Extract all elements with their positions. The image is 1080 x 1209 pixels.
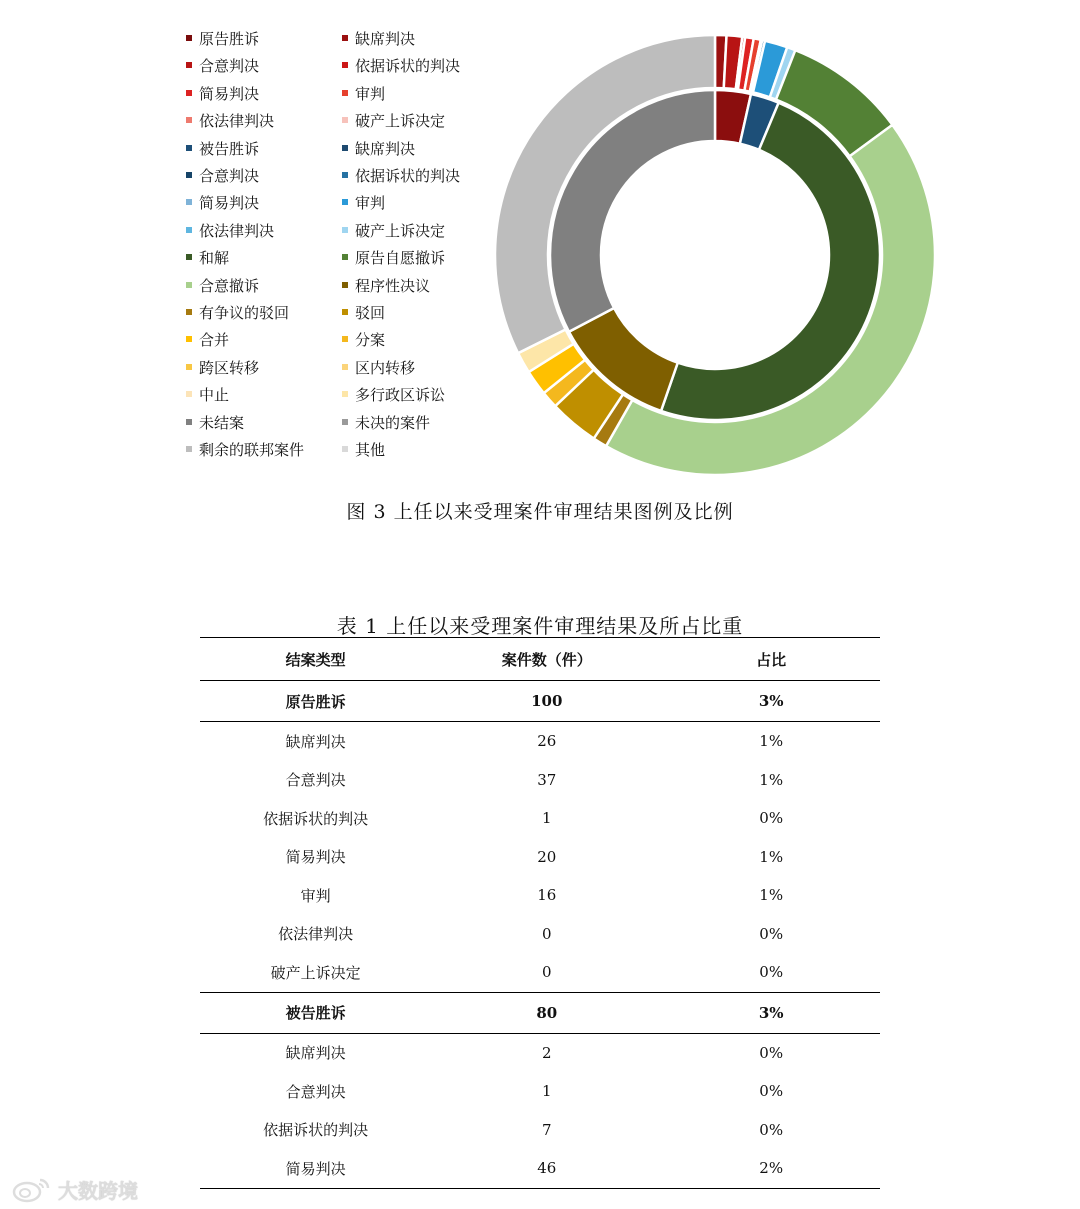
legend-item: [186, 357, 259, 379]
table-caption: 表 1 上任以来受理案件审理结果及所占比重: [336, 614, 744, 638]
legend-label: 简易判决: [199, 84, 260, 103]
header-case-type: 结案类型: [200, 638, 431, 681]
legend-item: [342, 439, 385, 461]
cell-case-type: 依据诉状的判决: [263, 1121, 369, 1140]
cell-share: 0%: [759, 1043, 784, 1062]
cell-share: 3%: [662, 681, 880, 722]
table-row: [200, 838, 880, 877]
legend-label: 其他: [355, 441, 386, 459]
legend-swatch: [342, 446, 348, 452]
figure-caption: 图 3 上任以来受理案件审理结果图例及比例: [346, 501, 734, 523]
cell-case-type: 依法律判决: [278, 925, 354, 944]
table-row: [200, 915, 880, 954]
legend-label: 剩余的联邦案件: [199, 441, 305, 459]
legend-item: [342, 357, 415, 379]
legend-item: [186, 302, 289, 324]
legend-swatch: [342, 282, 348, 288]
cell-case-type: 缺席判决: [285, 732, 346, 751]
legend-item: [186, 412, 244, 434]
cell-case-type: 破产上诉决定: [270, 963, 361, 982]
legend-item: [342, 165, 460, 187]
cell-case-count: 1: [542, 1082, 552, 1101]
legend-item: [342, 192, 385, 214]
legend-label: 缺席判决: [355, 30, 416, 48]
legend-swatch: [342, 364, 348, 370]
legend-swatch: [186, 117, 192, 123]
legend-swatch: [342, 336, 348, 342]
legend-item: [342, 83, 385, 105]
cell-share: 0%: [759, 1120, 784, 1139]
legend-label: 缺席判决: [355, 139, 416, 158]
legend-item: [342, 220, 445, 242]
legend-swatch: [186, 35, 192, 41]
legend-item: [186, 220, 274, 242]
table-row: [200, 761, 880, 800]
legend-item: [186, 384, 229, 406]
legend-swatch: [342, 254, 348, 260]
legend-label: 被告胜诉: [199, 139, 260, 158]
legend-swatch: [342, 199, 348, 205]
cell-case-count: 1: [542, 809, 552, 828]
legend-item: [342, 275, 430, 297]
legend-item: [342, 412, 430, 434]
legend-label: 程序性决议: [355, 276, 431, 295]
cell-case-count: 20: [537, 847, 557, 866]
legend-swatch: [186, 145, 192, 151]
legend-label: 合意判决: [199, 167, 260, 185]
legend-label: 依据诉状的判决: [355, 167, 461, 185]
legend-item: [342, 302, 385, 324]
cell-share: 1%: [759, 732, 784, 751]
legend-swatch: [342, 172, 348, 178]
legend-label: 依法律判决: [199, 112, 275, 131]
legend-item: [186, 28, 259, 50]
legend-label: 未决的案件: [355, 413, 431, 432]
legend-swatch: [186, 282, 192, 288]
table-header-row: [200, 638, 880, 681]
cell-case-count: 7: [542, 1120, 552, 1139]
cell-case-count: 37: [537, 770, 557, 789]
weibo-logo-icon: [10, 1174, 52, 1204]
table-group-row: [200, 992, 880, 1033]
table-group-row: [200, 681, 880, 722]
cell-case-count: 80: [431, 992, 662, 1033]
legend-label: 驳回: [355, 304, 386, 322]
legend-label: 破产上诉决定: [355, 221, 446, 240]
cell-case-count: 46: [431, 1149, 662, 1188]
legend-swatch: [186, 227, 192, 233]
cell-case-count: 100: [431, 681, 662, 722]
legend-item: [186, 329, 229, 351]
legend-swatch: [186, 391, 192, 397]
legend-swatch: [342, 309, 348, 315]
legend-item: [342, 28, 415, 50]
legend-label: 有争议的驳回: [199, 304, 290, 322]
cell-share: 0%: [759, 924, 784, 943]
legend-swatch: [186, 254, 192, 260]
cell-case-type: 合意判决: [285, 771, 346, 790]
watermark-text: 大数跨境: [58, 1178, 138, 1203]
legend-item: [342, 247, 445, 269]
legend-item: [342, 384, 445, 406]
legend-label: 原告自愿撤诉: [355, 249, 446, 268]
cell-case-count: 0: [542, 963, 552, 982]
legend-item: [186, 83, 259, 105]
legend-item: [186, 439, 304, 461]
legend-label: 合并: [199, 331, 230, 350]
results-table: [200, 637, 880, 1189]
legend-label: 分案: [355, 331, 386, 350]
legend-swatch: [342, 391, 348, 397]
legend-swatch: [186, 172, 192, 178]
cell-case-count: 26: [537, 732, 557, 751]
legend-swatch: [186, 364, 192, 370]
cell-share: 1%: [759, 770, 784, 789]
cell-case-count: 0: [542, 924, 552, 943]
legend-swatch: [342, 90, 348, 96]
cell-share: 0%: [759, 963, 784, 982]
cell-case-type: 审判: [300, 886, 331, 905]
legend-swatch: [186, 336, 192, 342]
header-share: 占比: [662, 638, 880, 681]
cell-case-count: 2: [542, 1043, 552, 1062]
cell-share: 2%: [662, 1149, 880, 1188]
legend-swatch: [342, 419, 348, 425]
legend-item: [342, 55, 460, 77]
legend-item: [342, 329, 385, 351]
cell-case-type: 原告胜诉: [200, 681, 431, 722]
legend-swatch: [186, 62, 192, 68]
legend-label: 多行政区诉讼: [355, 386, 446, 405]
table-row: [200, 799, 880, 838]
legend-swatch: [342, 227, 348, 233]
cell-case-type: 缺席判决: [285, 1044, 346, 1063]
table-row: [200, 953, 880, 992]
legend-item: [186, 55, 259, 77]
legend-label: 跨区转移: [199, 358, 260, 377]
legend-label: 区内转移: [355, 358, 416, 377]
donut-slice: [606, 125, 935, 475]
legend-item: [186, 165, 259, 187]
legend-label: 原告胜诉: [199, 30, 260, 48]
legend-swatch: [186, 90, 192, 96]
cell-case-count: 16: [537, 886, 557, 905]
legend-item: [342, 138, 415, 160]
cell-share: 0%: [759, 1082, 784, 1101]
legend-item: [186, 110, 274, 132]
cell-share: 0%: [759, 809, 784, 828]
legend-label: 合意撤诉: [199, 276, 260, 295]
cell-case-type: 合意判决: [285, 1082, 346, 1101]
table-row: [200, 1033, 880, 1072]
legend-label: 审判: [355, 84, 386, 103]
watermark: [10, 1174, 138, 1204]
chart-legend: [186, 28, 486, 468]
legend-swatch: [186, 309, 192, 315]
cell-share: 3%: [662, 992, 880, 1033]
legend-item: [186, 138, 259, 160]
inner-ring: [550, 90, 880, 420]
legend-swatch: [186, 419, 192, 425]
legend-swatch: [186, 446, 192, 452]
cell-case-type: 简易判决: [285, 848, 346, 867]
donut-chart: [490, 30, 940, 480]
cell-share: 1%: [759, 847, 784, 866]
legend-swatch: [342, 117, 348, 123]
header-case-count: 案件数（件）: [431, 638, 662, 681]
table-row: [200, 1111, 880, 1150]
legend-label: 和解: [199, 249, 230, 268]
legend-label: 未结案: [199, 413, 245, 432]
legend-item: [186, 247, 229, 269]
legend-item: [342, 110, 445, 132]
legend-label: 中止: [199, 386, 230, 405]
legend-label: 破产上诉决定: [355, 112, 446, 131]
legend-label: 依据诉状的判决: [355, 57, 461, 76]
table-row: [200, 876, 880, 915]
legend-swatch: [186, 199, 192, 205]
legend-swatch: [342, 145, 348, 151]
table-row: [200, 722, 880, 761]
legend-swatch: [342, 35, 348, 41]
legend-item: [186, 275, 259, 297]
legend-label: 审判: [355, 194, 386, 213]
legend-label: 依法律判决: [199, 221, 275, 240]
table-row: [200, 1072, 880, 1111]
cell-case-type: 简易判决: [200, 1149, 431, 1188]
legend-label: 简易判决: [199, 194, 260, 213]
table-row: [200, 1149, 880, 1188]
legend-item: [186, 192, 259, 214]
legend-label: 合意判决: [199, 57, 260, 76]
cell-case-type: 依据诉状的判决: [263, 809, 369, 828]
cell-case-type: 被告胜诉: [200, 992, 431, 1033]
legend-swatch: [342, 62, 348, 68]
cell-share: 1%: [759, 886, 784, 905]
